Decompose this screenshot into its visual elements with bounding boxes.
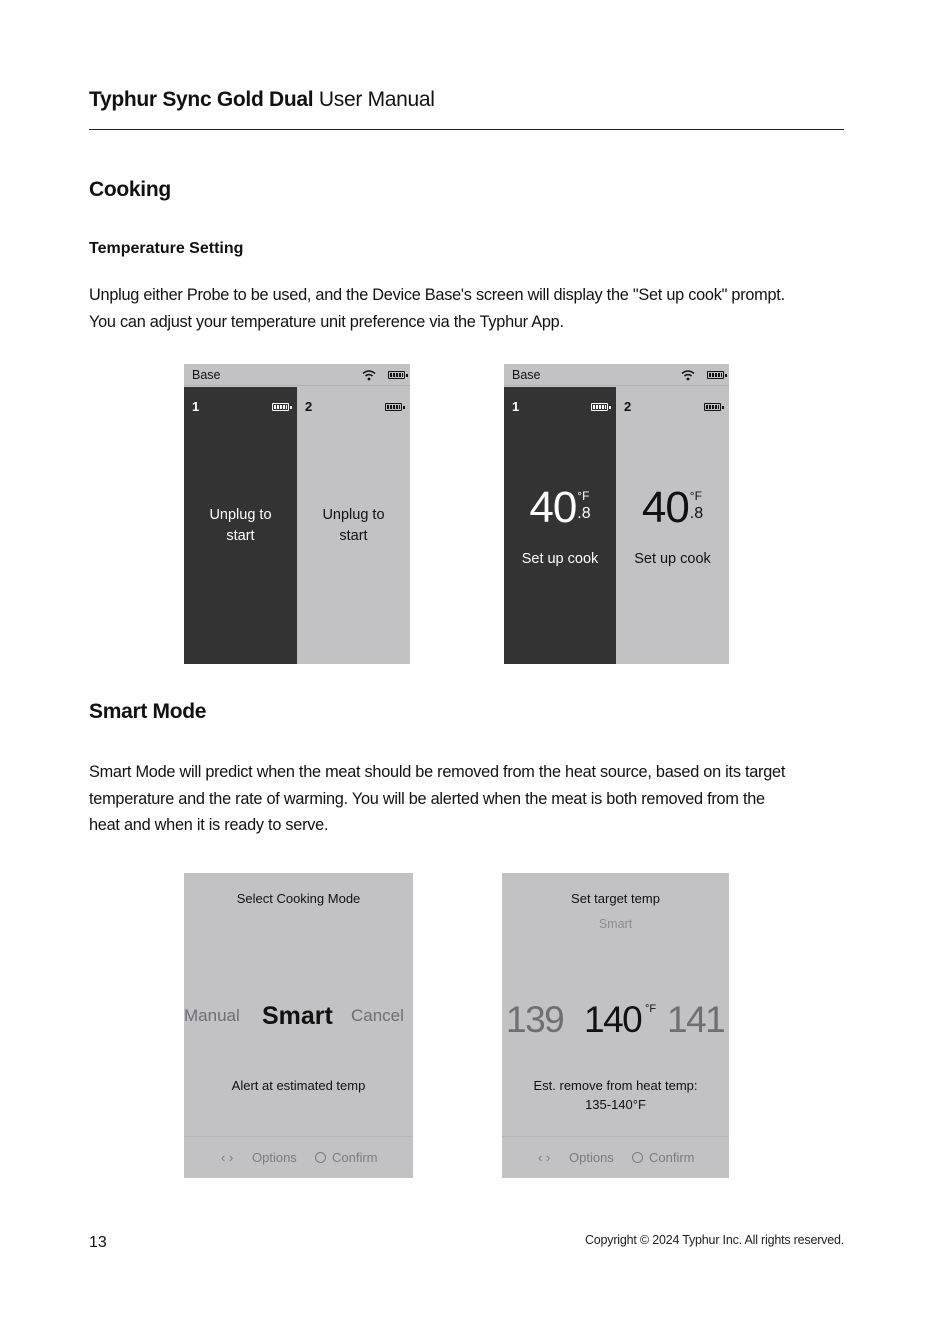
probe-number: 2 <box>624 399 632 414</box>
unplug-line: Unplug to <box>322 507 385 523</box>
mode-description: Alert at estimated temp <box>231 1078 366 1093</box>
confirm-button-icon <box>632 1152 643 1163</box>
probe-number: 1 <box>512 399 520 414</box>
remove-temp-estimate <box>502 1076 729 1114</box>
selected-mode: Smart <box>598 917 633 931</box>
confirm-hint <box>315 1150 378 1165</box>
options-hint: Options <box>569 1150 614 1165</box>
target-temp-current: 140 <box>584 999 642 1040</box>
manual-title <box>89 88 844 112</box>
wifi-icon <box>362 369 376 381</box>
probe-1-panel <box>184 387 297 664</box>
probe-temperature <box>616 483 729 533</box>
probe-number: 1 <box>192 399 200 414</box>
target-temp-next: 141 <box>667 999 725 1040</box>
paragraph-line: heat and when it is ready to serve. <box>89 816 329 834</box>
setup-cook-prompt: Set up cook <box>634 551 711 567</box>
page-number: 13 <box>89 1234 107 1251</box>
temperature-setting-heading: Temperature Setting <box>89 240 244 257</box>
device-screen-mode-select <box>184 873 413 1178</box>
temp-whole: 40 <box>529 483 577 532</box>
confirm-hint <box>632 1150 695 1165</box>
mode-option-smart: Smart <box>262 1002 333 1030</box>
device-screen-setup <box>504 364 729 664</box>
estimate-range: 135-140°F <box>585 1097 646 1112</box>
device-screen-target-temp <box>502 873 729 1178</box>
probe-number: 2 <box>305 399 313 414</box>
screen-footer <box>184 1136 413 1178</box>
setup-cook-prompt: Set up cook <box>521 551 599 567</box>
base-battery-icon <box>707 371 724 379</box>
mode-option-cancel: Cancel <box>351 1006 404 1025</box>
probe-2-panel <box>297 387 410 664</box>
confirm-label: Confirm <box>332 1150 378 1165</box>
status-bar <box>504 364 729 386</box>
status-bar <box>184 364 410 386</box>
page-header <box>89 88 844 130</box>
target-temp-unit: °F <box>645 1003 657 1015</box>
paragraph-line: Smart Mode will predict when the meat should be removed from the heat source, based on its target <box>89 763 786 781</box>
cooking-paragraph <box>89 282 849 335</box>
temp-unit: °F <box>577 489 590 503</box>
product-name: Typhur Sync Gold Dual <box>89 88 314 111</box>
status-label: Base <box>512 368 541 382</box>
copyright-notice: Copyright © 2024 Typhur Inc. All rights reserved. <box>584 1233 844 1247</box>
unplug-line: start <box>226 528 255 544</box>
device-screen-unplug <box>184 364 410 664</box>
mode-option-manual: Manual <box>184 1006 240 1025</box>
probe-battery-icon <box>704 403 721 411</box>
paragraph-line: temperature and the rate of warming. You will be alerted when the meat is both removed from the <box>89 789 765 808</box>
screen-footer <box>502 1136 729 1178</box>
temp-fraction: .8 <box>577 505 591 522</box>
screen-title: Set target temp <box>571 891 660 906</box>
estimate-label: Est. remove from heat temp: <box>533 1078 698 1093</box>
unplug-line: Unplug to <box>209 507 272 523</box>
probe-1-panel <box>504 387 616 664</box>
navigation-arrows-icon: ‹ › <box>538 1150 551 1165</box>
manual-subtitle: User Manual <box>318 88 435 111</box>
temp-fraction: .8 <box>689 505 704 522</box>
base-battery-icon <box>388 371 405 379</box>
probe-2-panel <box>616 387 729 664</box>
screen-title: Select Cooking Mode <box>236 891 361 906</box>
temp-whole: 40 <box>641 483 689 532</box>
status-label: Base <box>192 368 221 382</box>
unplug-message <box>184 505 297 547</box>
probe-battery-icon <box>272 403 289 411</box>
probe-battery-icon <box>591 403 608 411</box>
navigation-arrows-icon: ‹ › <box>221 1150 234 1165</box>
confirm-button-icon <box>315 1152 326 1163</box>
unplug-message <box>297 505 410 547</box>
confirm-label: Confirm <box>649 1150 695 1165</box>
cooking-heading: Cooking <box>89 178 171 201</box>
paragraph-line: You can adjust your temperature unit preference via the Typhur App. <box>89 312 564 331</box>
probe-temperature <box>504 483 616 533</box>
unplug-line: start <box>339 528 368 544</box>
temp-unit: °F <box>689 489 702 503</box>
paragraph-line: Unplug either Probe to be used, and the Device Base's screen will display the "Set up cook" prompt. <box>89 286 785 304</box>
smart-mode-heading: Smart Mode <box>89 700 207 723</box>
smart-mode-paragraph <box>89 759 849 839</box>
target-temp-prev: 139 <box>506 999 564 1040</box>
probe-battery-icon <box>385 403 402 411</box>
wifi-icon <box>681 369 695 381</box>
options-hint: Options <box>252 1150 297 1165</box>
